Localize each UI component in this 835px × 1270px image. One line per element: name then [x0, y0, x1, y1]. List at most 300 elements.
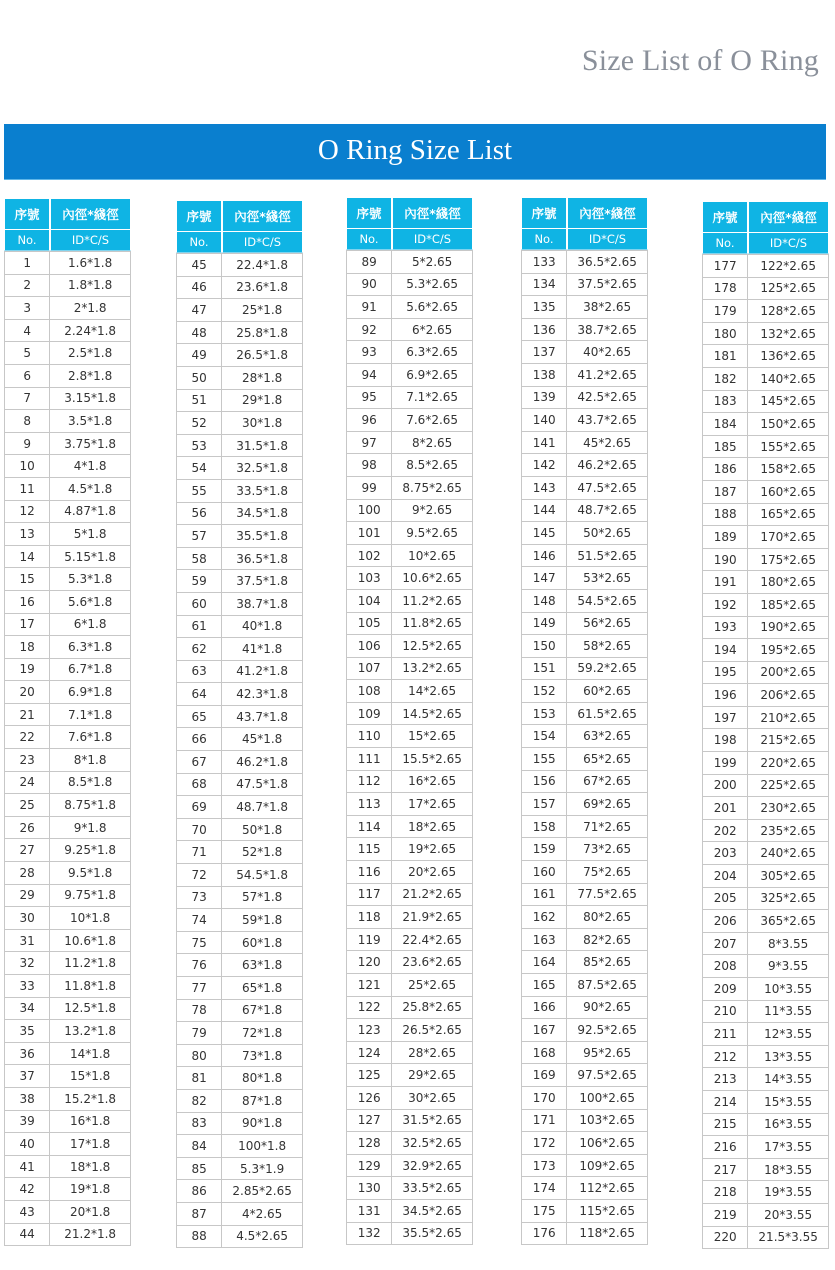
row-number: 73 — [177, 887, 222, 909]
row-size: 37.5*2.65 — [577, 277, 637, 292]
row-number: 79 — [177, 1022, 222, 1044]
row-size: 175*2.65 — [760, 552, 816, 567]
row-size: 17*1.8 — [69, 1136, 111, 1151]
row-size: 22.4*1.8 — [236, 257, 289, 272]
row-number: 40 — [5, 1133, 50, 1155]
table-row — [521, 884, 648, 907]
row-number: 70 — [177, 819, 222, 841]
row-number: 81 — [177, 1067, 222, 1089]
table-row — [346, 951, 473, 974]
row-size: 235*2.65 — [760, 823, 816, 838]
row-number: 21 — [5, 704, 50, 726]
row-number: 37 — [5, 1065, 50, 1087]
table-row — [176, 1180, 303, 1203]
table-row — [702, 752, 829, 775]
row-size: 16*1.8 — [69, 1114, 111, 1129]
table-row — [4, 907, 131, 930]
row-number: 100 — [347, 500, 392, 522]
row-number: 32 — [5, 952, 50, 974]
row-size: 23.6*2.65 — [402, 955, 462, 970]
table-row — [702, 933, 829, 956]
row-number: 202 — [703, 820, 748, 842]
row-size: 35.5*2.65 — [402, 1226, 462, 1241]
table-row — [702, 323, 829, 346]
row-size: 5.15*1.8 — [64, 549, 117, 564]
table-row — [702, 820, 829, 843]
row-number: 107 — [347, 658, 392, 680]
row-size: 8.75*2.65 — [402, 480, 462, 495]
row-size: 200*2.65 — [760, 665, 816, 680]
row-number: 84 — [177, 1135, 222, 1157]
table-row — [4, 275, 131, 298]
row-number: 71 — [177, 841, 222, 863]
row-number: 198 — [703, 729, 748, 751]
row-size: 305*2.65 — [760, 868, 816, 883]
table-row — [4, 817, 131, 840]
row-number: 213 — [703, 1068, 748, 1090]
table-row — [346, 1155, 473, 1178]
row-size: 14*2.65 — [408, 684, 457, 699]
table-row — [346, 861, 473, 884]
table-row — [176, 1203, 303, 1226]
row-size: 21.5*3.55 — [758, 1230, 818, 1245]
row-number: 9 — [5, 433, 50, 455]
row-size: 38*2.65 — [583, 299, 632, 314]
table-row — [176, 570, 303, 593]
row-size: 13*3.55 — [764, 1049, 813, 1064]
row-size: 15*3.55 — [764, 1094, 813, 1109]
row-size: 4.5*1.8 — [68, 481, 113, 496]
row-number: 108 — [347, 680, 392, 702]
table-row — [4, 546, 131, 569]
table-row — [346, 884, 473, 907]
row-number: 197 — [703, 707, 748, 729]
size-table — [346, 198, 473, 1245]
row-number: 53 — [177, 435, 222, 457]
row-size: 140*2.65 — [760, 371, 816, 386]
row-number: 25 — [5, 794, 50, 816]
row-size: 34.5*1.8 — [236, 506, 289, 521]
table-row — [702, 1204, 829, 1227]
table-row — [4, 342, 131, 365]
table-row — [346, 341, 473, 364]
table-row — [176, 1090, 303, 1113]
row-number: 8 — [5, 410, 50, 432]
table-row — [346, 364, 473, 387]
table-row — [521, 296, 648, 319]
table-row — [702, 617, 829, 640]
row-number: 7 — [5, 388, 50, 410]
table-row — [521, 635, 648, 658]
row-number: 117 — [347, 884, 392, 906]
row-number: 158 — [522, 816, 567, 838]
row-number: 74 — [177, 909, 222, 931]
row-size: 6.9*1.8 — [68, 685, 113, 700]
table-row — [702, 910, 829, 933]
row-number: 200 — [703, 775, 748, 797]
table-row — [4, 1156, 131, 1179]
row-size: 48.7*2.65 — [577, 503, 637, 518]
row-size: 58*2.65 — [583, 638, 632, 653]
row-size: 42.3*1.8 — [236, 687, 289, 702]
row-number: 149 — [522, 613, 567, 635]
row-size: 25*2.65 — [408, 977, 457, 992]
table-row — [176, 1022, 303, 1045]
row-number: 15 — [5, 568, 50, 590]
table-row — [702, 842, 829, 865]
row-size: 128*2.65 — [760, 303, 816, 318]
table-row — [176, 1226, 303, 1249]
row-size: 31.5*1.8 — [236, 438, 289, 453]
row-size: 2.24*1.8 — [64, 323, 117, 338]
table-row — [521, 613, 648, 636]
row-size: 5.3*1.9 — [240, 1161, 285, 1176]
row-number: 157 — [522, 793, 567, 815]
header-size-cn: 內徑*綫徑 — [567, 198, 648, 228]
table-row — [4, 388, 131, 411]
row-size: 9*2.65 — [411, 503, 453, 518]
table-row — [521, 1155, 648, 1178]
row-size: 95*2.65 — [583, 1045, 632, 1060]
table-row — [4, 455, 131, 478]
table-row — [176, 1158, 303, 1181]
row-number: 139 — [522, 387, 567, 409]
table-row — [176, 1045, 303, 1068]
row-number: 183 — [703, 391, 748, 413]
row-size: 19*3.55 — [764, 1185, 813, 1200]
table-row — [702, 1159, 829, 1182]
row-number: 97 — [347, 432, 392, 454]
table-row — [521, 658, 648, 681]
table-row — [521, 680, 648, 703]
row-size: 5.6*2.65 — [406, 299, 459, 314]
row-number: 166 — [522, 997, 567, 1019]
row-number: 135 — [522, 296, 567, 318]
row-size: 92.5*2.65 — [577, 1022, 637, 1037]
table-row — [521, 793, 648, 816]
row-number: 192 — [703, 594, 748, 616]
row-number: 4 — [5, 320, 50, 342]
row-size: 365*2.65 — [760, 914, 816, 929]
row-size: 145*2.65 — [760, 394, 816, 409]
table-row — [4, 320, 131, 343]
header-no-cn: 序號 — [521, 198, 567, 228]
row-number: 123 — [347, 1019, 392, 1041]
row-number: 61 — [177, 616, 222, 638]
row-size: 31.5*2.65 — [402, 1113, 462, 1128]
row-number: 182 — [703, 368, 748, 390]
row-number: 190 — [703, 549, 748, 571]
table-row — [176, 864, 303, 887]
row-number: 92 — [347, 319, 392, 341]
row-size: 34.5*2.65 — [402, 1203, 462, 1218]
table-row — [702, 594, 829, 617]
table-row — [702, 549, 829, 572]
row-size: 80*1.8 — [241, 1071, 283, 1086]
banner-divider — [4, 179, 826, 180]
row-size: 38.7*2.65 — [577, 322, 637, 337]
table-row — [176, 977, 303, 1000]
row-size: 17*3.55 — [764, 1139, 813, 1154]
row-size: 32.5*1.8 — [236, 461, 289, 476]
page-title: Size List of O Ring — [581, 44, 819, 77]
row-number: 142 — [522, 454, 567, 476]
row-number: 129 — [347, 1155, 392, 1177]
table-row — [521, 997, 648, 1020]
table-row — [521, 251, 648, 274]
row-size: 2*1.8 — [73, 300, 107, 315]
row-number: 95 — [347, 387, 392, 409]
header-size-en: ID*C/S — [392, 228, 473, 250]
table-row — [521, 319, 648, 342]
table-row — [521, 1019, 648, 1042]
row-size: 16*2.65 — [408, 774, 457, 789]
row-size: 38.7*1.8 — [236, 596, 289, 611]
row-number: 217 — [703, 1159, 748, 1181]
table-row — [346, 477, 473, 500]
table-row — [702, 888, 829, 911]
header-no-en: No. — [4, 229, 50, 251]
table-row — [521, 522, 648, 545]
row-number: 169 — [522, 1064, 567, 1086]
table-row — [4, 839, 131, 862]
row-size: 8*2.65 — [411, 435, 453, 450]
table-row — [176, 1113, 303, 1136]
table-row — [176, 457, 303, 480]
row-number: 102 — [347, 545, 392, 567]
table-row — [176, 435, 303, 458]
row-number: 206 — [703, 910, 748, 932]
row-number: 103 — [347, 567, 392, 589]
row-size: 6*1.8 — [73, 617, 107, 632]
row-size: 15*1.8 — [69, 1069, 111, 1084]
table-row — [521, 1042, 648, 1065]
size-table — [176, 201, 303, 1248]
table-row — [702, 413, 829, 436]
table-row — [4, 930, 131, 953]
row-number: 161 — [522, 884, 567, 906]
table-row — [521, 500, 648, 523]
row-size: 115*2.65 — [579, 1203, 635, 1218]
row-number: 195 — [703, 662, 748, 684]
table-row — [4, 726, 131, 749]
row-number: 150 — [522, 635, 567, 657]
table-row — [4, 478, 131, 501]
row-number: 104 — [347, 590, 392, 612]
row-number: 194 — [703, 639, 748, 661]
row-size: 136*2.65 — [760, 349, 816, 364]
row-number: 136 — [522, 319, 567, 341]
table-row — [4, 297, 131, 320]
row-number: 201 — [703, 797, 748, 819]
table-row — [176, 593, 303, 616]
table-row — [702, 797, 829, 820]
row-size: 50*2.65 — [583, 525, 632, 540]
row-size: 9.75*1.8 — [64, 888, 117, 903]
table-row — [4, 885, 131, 908]
table-row — [176, 706, 303, 729]
row-number: 176 — [522, 1223, 567, 1245]
row-size: 150*2.65 — [760, 416, 816, 431]
table-row — [702, 662, 829, 685]
row-size: 73*2.65 — [583, 842, 632, 857]
row-size: 5.3*1.8 — [68, 572, 113, 587]
table-row — [346, 748, 473, 771]
row-size: 170*2.65 — [760, 529, 816, 544]
row-number: 186 — [703, 458, 748, 480]
table-row — [521, 1064, 648, 1087]
table-row — [176, 1067, 303, 1090]
row-number: 116 — [347, 861, 392, 883]
row-size: 1.6*1.8 — [68, 255, 113, 270]
row-size: 43.7*2.65 — [577, 412, 637, 427]
row-number: 29 — [5, 885, 50, 907]
table-row — [346, 387, 473, 410]
row-number: 126 — [347, 1087, 392, 1109]
row-size: 132*2.65 — [760, 326, 816, 341]
row-size: 33.5*2.65 — [402, 1181, 462, 1196]
header-no-en: No. — [346, 228, 392, 250]
table-row — [4, 1043, 131, 1066]
table-row — [702, 1136, 829, 1159]
row-number: 106 — [347, 635, 392, 657]
row-number: 59 — [177, 570, 222, 592]
row-number: 128 — [347, 1132, 392, 1154]
row-number: 132 — [347, 1223, 392, 1245]
row-number: 39 — [5, 1111, 50, 1133]
row-size: 73*1.8 — [241, 1048, 283, 1063]
row-size: 9.5*1.8 — [68, 865, 113, 880]
row-number: 160 — [522, 861, 567, 883]
row-size: 19*1.8 — [69, 1182, 111, 1197]
row-number: 125 — [347, 1064, 392, 1086]
table-row — [4, 591, 131, 614]
row-size: 8*3.55 — [767, 936, 809, 951]
size-table — [702, 202, 829, 1249]
table-row — [346, 1064, 473, 1087]
table-row — [702, 639, 829, 662]
row-number: 33 — [5, 975, 50, 997]
table-row — [521, 567, 648, 590]
row-size: 72*1.8 — [241, 1025, 283, 1040]
row-size: 87.5*2.65 — [577, 977, 637, 992]
row-size: 2.8*1.8 — [68, 368, 113, 383]
row-size: 16*3.55 — [764, 1117, 813, 1132]
row-size: 14*1.8 — [69, 1046, 111, 1061]
row-size: 36.5*1.8 — [236, 551, 289, 566]
row-number: 131 — [347, 1200, 392, 1222]
row-number: 115 — [347, 838, 392, 860]
row-number: 18 — [5, 636, 50, 658]
table-row — [521, 771, 648, 794]
row-number: 164 — [522, 951, 567, 973]
table-row — [176, 412, 303, 435]
row-number: 216 — [703, 1136, 748, 1158]
row-size: 41*1.8 — [241, 641, 283, 656]
table-row — [521, 454, 648, 477]
table-row — [346, 1177, 473, 1200]
row-number: 28 — [5, 862, 50, 884]
row-size: 12.5*1.8 — [64, 1001, 117, 1016]
row-number: 48 — [177, 322, 222, 344]
row-number: 138 — [522, 364, 567, 386]
row-size: 33.5*1.8 — [236, 483, 289, 498]
row-size: 195*2.65 — [760, 642, 816, 657]
row-number: 196 — [703, 684, 748, 706]
row-number: 178 — [703, 278, 748, 300]
table-row — [521, 1223, 648, 1246]
table-row — [702, 707, 829, 730]
banner-title: O Ring Size List — [317, 134, 513, 166]
table-row — [176, 1000, 303, 1023]
row-number: 188 — [703, 504, 748, 526]
row-size: 160*2.65 — [760, 484, 816, 499]
row-number: 130 — [347, 1177, 392, 1199]
row-number: 134 — [522, 274, 567, 296]
row-number: 140 — [522, 409, 567, 431]
row-number: 80 — [177, 1045, 222, 1067]
table-row — [346, 1087, 473, 1110]
table-row — [176, 367, 303, 390]
row-number: 50 — [177, 367, 222, 389]
table-row — [346, 274, 473, 297]
row-size: 100*2.65 — [579, 1090, 635, 1105]
row-size: 53*2.65 — [583, 571, 632, 586]
table-row — [702, 300, 829, 323]
row-number: 156 — [522, 771, 567, 793]
row-number: 3 — [5, 297, 50, 319]
row-number: 215 — [703, 1114, 748, 1136]
row-number: 27 — [5, 839, 50, 861]
row-size: 6.3*1.8 — [68, 639, 113, 654]
table-row — [4, 501, 131, 524]
row-number: 60 — [177, 593, 222, 615]
row-size: 103*2.65 — [579, 1113, 635, 1128]
table-row — [346, 1200, 473, 1223]
table-row — [346, 567, 473, 590]
row-number: 151 — [522, 658, 567, 680]
table-row — [346, 454, 473, 477]
row-number: 62 — [177, 638, 222, 660]
row-size: 30*2.65 — [408, 1090, 457, 1105]
row-size: 71*2.65 — [583, 819, 632, 834]
row-size: 69*2.65 — [583, 797, 632, 812]
row-size: 43.7*1.8 — [236, 709, 289, 724]
row-number: 133 — [522, 251, 567, 273]
row-size: 18*3.55 — [764, 1162, 813, 1177]
row-size: 18*2.65 — [408, 819, 457, 834]
row-size: 6.9*2.65 — [406, 367, 459, 382]
row-size: 7.6*1.8 — [68, 730, 113, 745]
row-size: 13.2*2.65 — [402, 661, 462, 676]
row-number: 36 — [5, 1043, 50, 1065]
row-number: 171 — [522, 1110, 567, 1132]
row-size: 25.8*1.8 — [236, 325, 289, 340]
row-size: 26.5*2.65 — [402, 1022, 462, 1037]
row-size: 67*1.8 — [241, 1003, 283, 1018]
row-size: 5.3*2.65 — [406, 277, 459, 292]
row-number: 208 — [703, 955, 748, 977]
table-row — [176, 887, 303, 910]
row-number: 219 — [703, 1204, 748, 1226]
row-size: 15.5*2.65 — [402, 751, 462, 766]
row-number: 173 — [522, 1155, 567, 1177]
row-size: 9.5*2.65 — [406, 525, 459, 540]
table-row — [702, 1023, 829, 1046]
row-number: 1 — [5, 252, 50, 274]
row-number: 174 — [522, 1177, 567, 1199]
table-row — [4, 410, 131, 433]
